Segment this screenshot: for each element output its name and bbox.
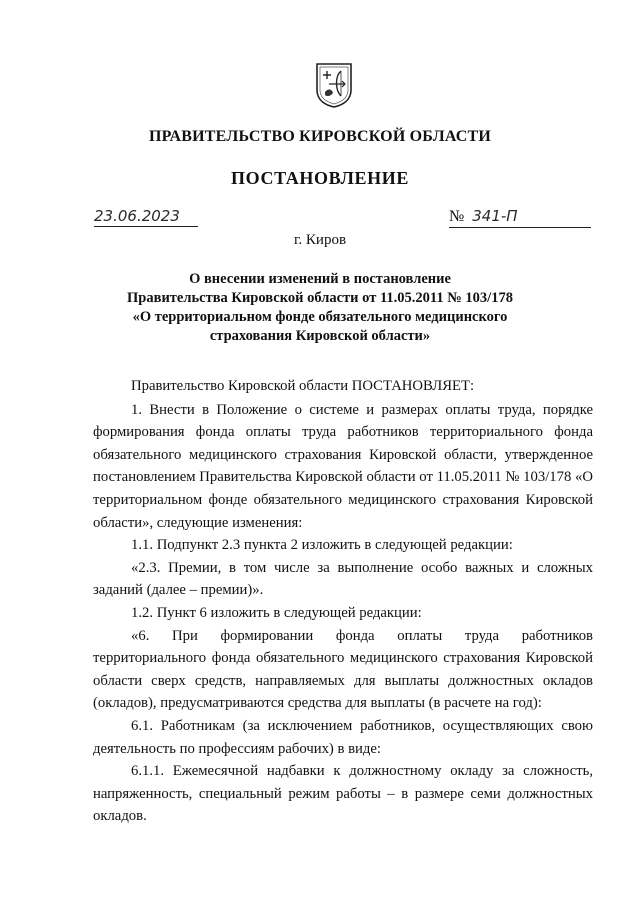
subject-line: О внесении изменений в постановление [189, 271, 451, 287]
body-paragraph: Правительство Кировской области ПОСТАНОВЛЯЕТ: [131, 378, 475, 394]
number-prefix: № [449, 208, 465, 225]
body-paragraph: 6.1.1. Ежемесячной надбавки к должностному окладу за сложность, напряженность, специальный режим работы – в размере семи должностных окладов. [93, 763, 593, 825]
document-number: 341-П [472, 207, 518, 225]
document-body [93, 375, 593, 828]
subject-line: Правительства Кировской области от 11.05.2011 № 103/178 [127, 290, 513, 306]
coat-of-arms-icon [315, 62, 353, 108]
city-name: г. Киров [293, 232, 347, 248]
document-type: ПОСТАНОВЛЕНИЕ [231, 168, 409, 188]
document-subject [0, 270, 640, 346]
organization-name: ПРАВИТЕЛЬСТВО КИРОВСКОЙ ОБЛАСТИ [148, 128, 492, 145]
body-paragraph: «6. При формировании фонда оплаты труда работников территориального фонда обязательного медицинского страхования Кировской области сверх средств, направляемых для выплаты должностных окладов (окладов), предусматриваются средства для выплаты (в расчете на год): [93, 627, 593, 712]
body-paragraph: 6.1. Работникам (за исключением работников, осуществляющих свою деятельность по профессиям рабочих) в виде: [93, 717, 593, 757]
body-paragraph: 1.2. Пункт 6 изложить в следующей редакции: [131, 604, 422, 621]
body-paragraph: 1. Внести в Положение о системе и размерах оплаты труда, порядке формирования фонда оплаты труда работников территориального фонда обязательного медицинского страхования Кировской области, утвержденное постановлением Правительства Кировской области от 11.05.2011 № 103/178 «О территориальном фонде обязательного медицинского страхования Кировской области», следующие изменения: [93, 401, 593, 531]
document-number-field [449, 207, 591, 228]
subject-line: «О территориальном фонде обязательного медицинского [132, 309, 508, 325]
document-date: 23.06.2023 [94, 207, 198, 227]
subject-line: страхования Кировской области» [209, 328, 431, 344]
body-paragraph: 1.1. Подпункт 2.3 пункта 2 изложить в следующей редакции: [131, 537, 513, 554]
body-paragraph: «2.3. Премии, в том числе за выполнение особо важных и сложных заданий (далее – премии)». [93, 559, 593, 599]
